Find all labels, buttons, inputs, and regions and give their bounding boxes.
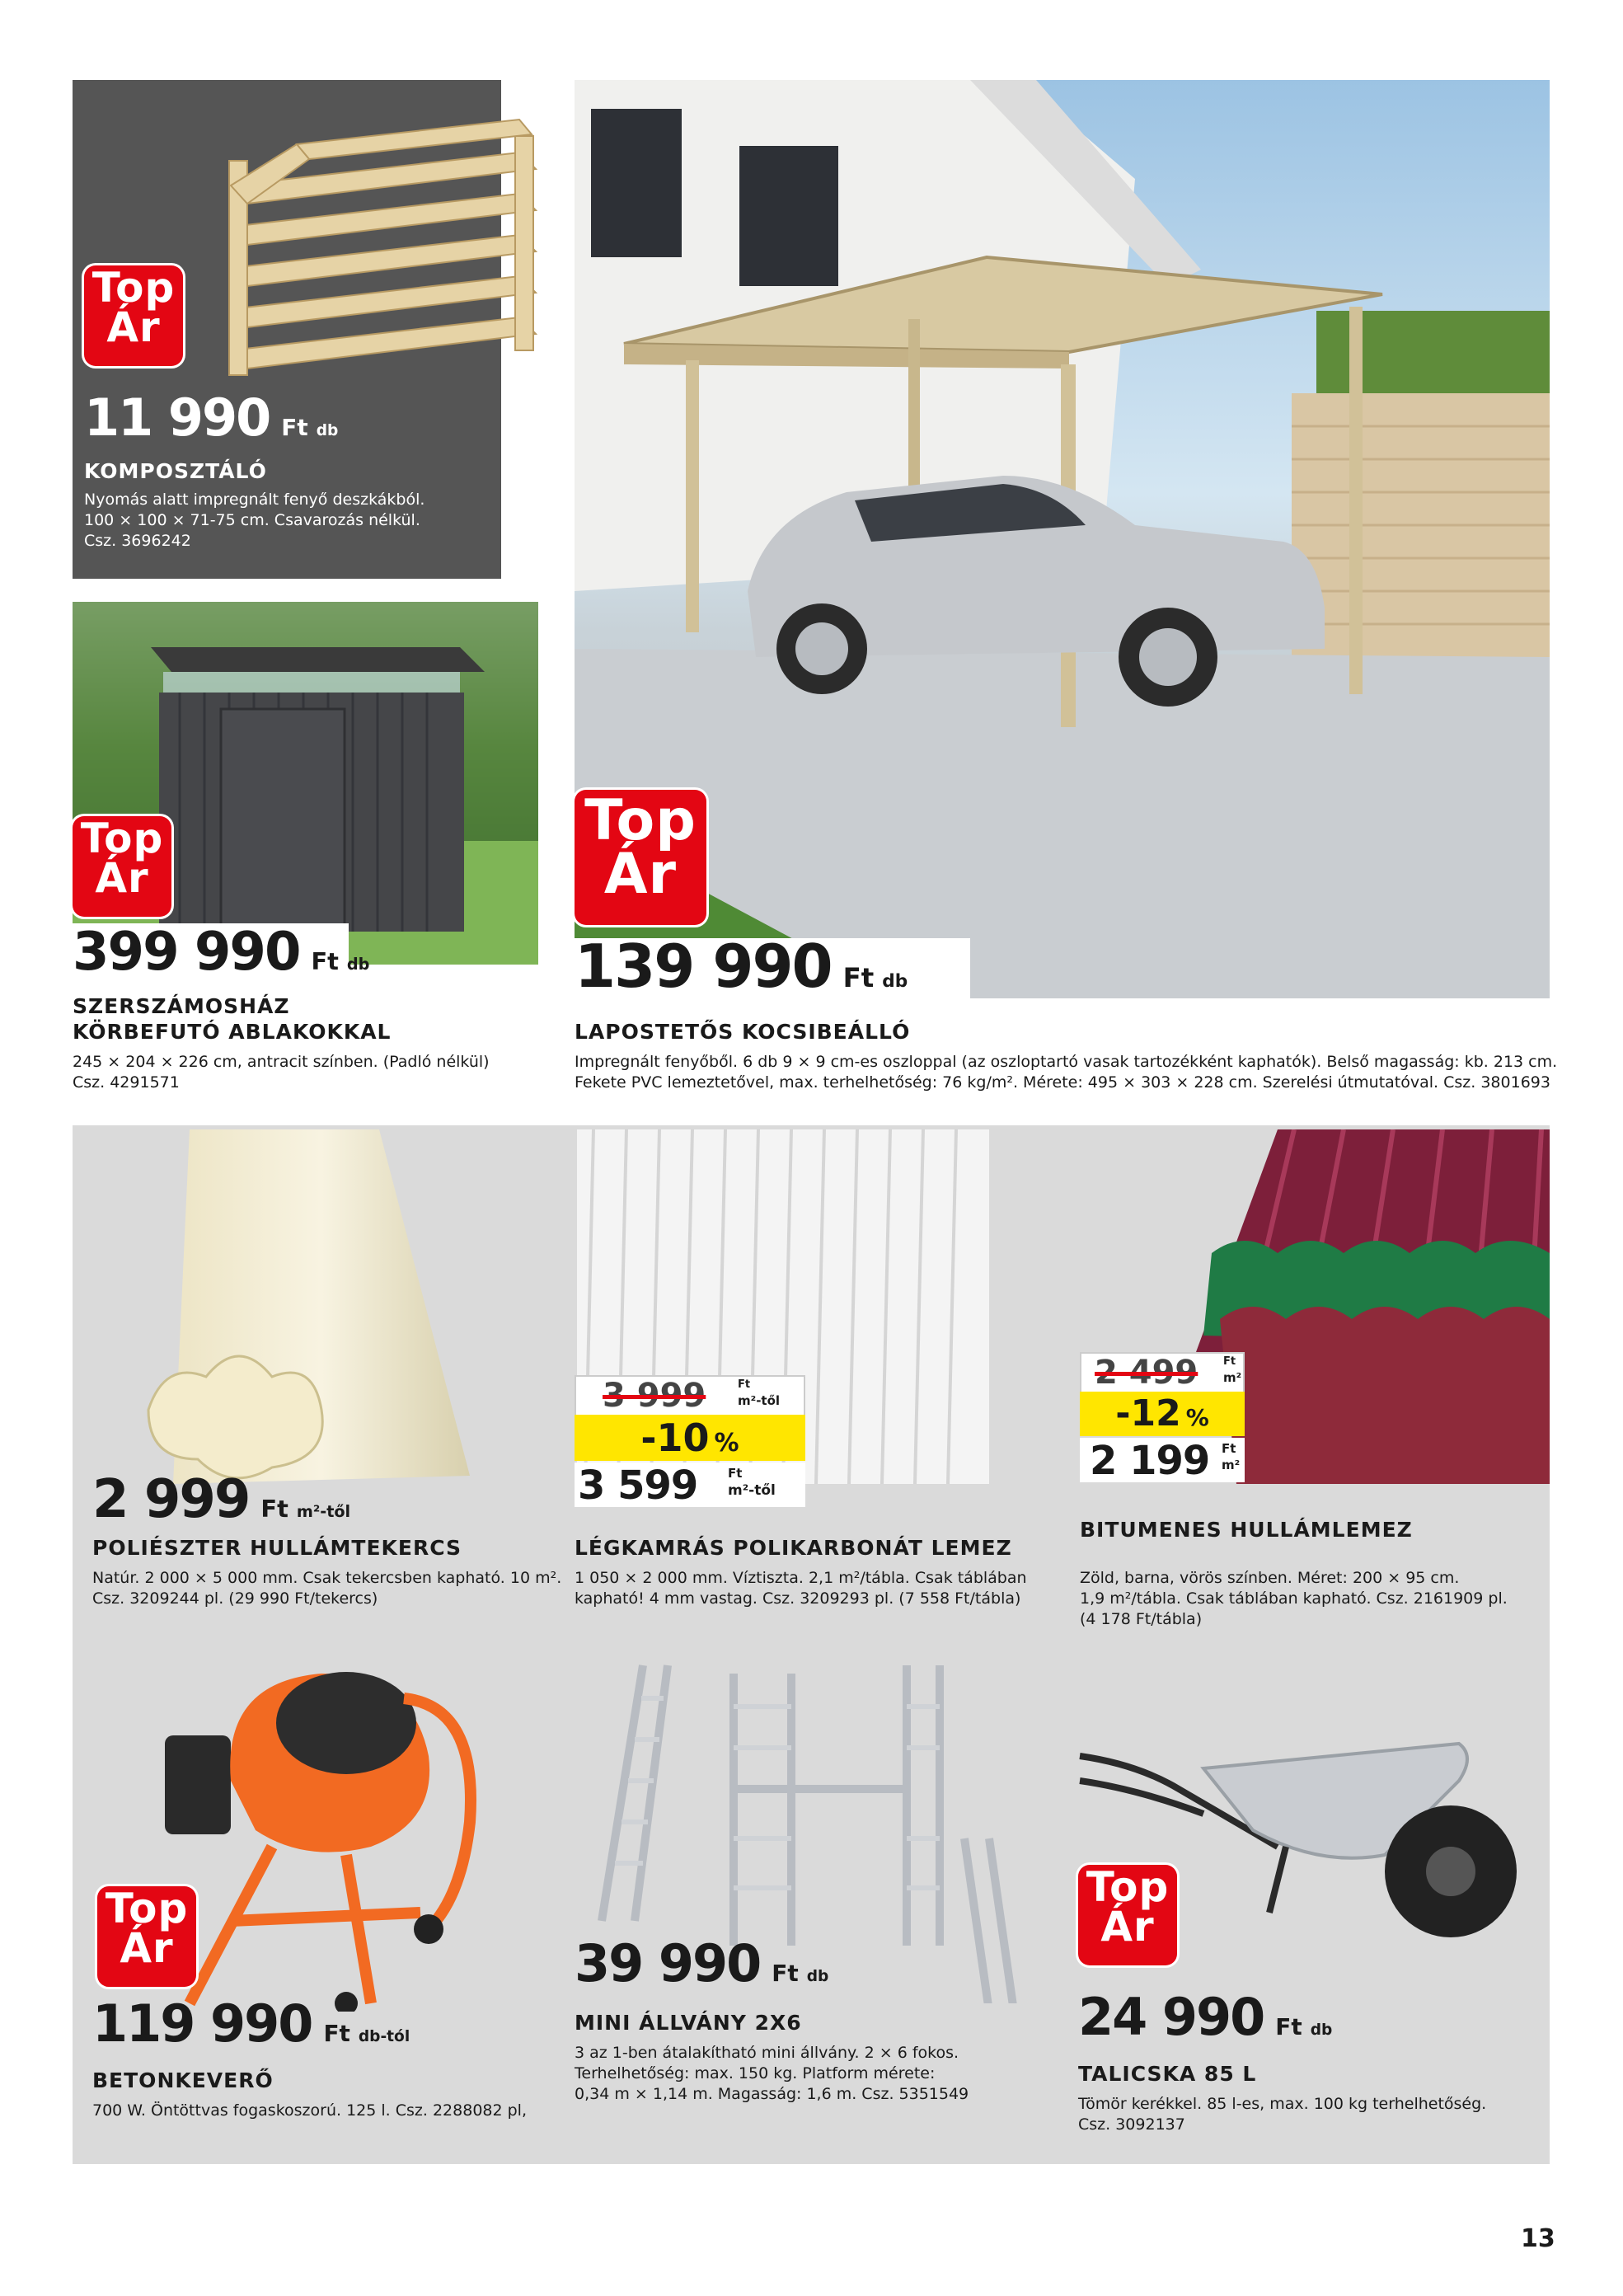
polycarbonate-new-price: 3 599 (578, 1463, 698, 1509)
composter-desc-2: 100 × 100 × 71-75 cm. Csavarozás nélkül. (84, 511, 420, 529)
composter-desc-3: Csz. 3696242 (84, 532, 191, 550)
carport-desc-1: Impregnált fenyőből. 6 db 9 × 9 cm-es oszloppal (az oszloptartó vasak tartozékként kaphatók). Belső magasság: kb. 213 cm. (575, 1053, 1558, 1071)
scaffold-desc-1: 3 az 1-ben átalakítható mini állvány. 2 × 6 fokos. (575, 2044, 959, 2062)
badge-line-top: Top (91, 264, 176, 312)
polycarbonate-discount: -10 (640, 1416, 710, 1460)
bitumen-desc-1: Zöld, barna, vörös színben. Méret: 200 × 95 cm. (1080, 1569, 1460, 1587)
bitumen-new-unit-top: Ft (1222, 1441, 1236, 1456)
mixer-desc-1: 700 W. Öntöttvas fogaskoszorú. 125 l. Csz. 2288082 pl, (92, 2101, 527, 2120)
badge-line-top: Top (105, 1885, 189, 1932)
badge-line-top: Top (584, 788, 697, 853)
polycarbonate-old-unit-top: Ft (738, 1378, 751, 1391)
bitumen-old-price: 2 499 (1095, 1354, 1198, 1392)
badge-line-ar: Ár (95, 853, 149, 902)
bitumen-old-unit-top: Ft (1223, 1355, 1236, 1368)
polycarbonate-old-price: 3 999 (603, 1377, 706, 1415)
carport-price: 139 990 Ft db (575, 932, 908, 1001)
polycarbonate-new-unit-bottom: m²-től (728, 1482, 776, 1499)
carport-name: LAPOSTETŐS KOCSIBEÁLLÓ (575, 1020, 911, 1044)
carport-photo (575, 80, 1550, 998)
bitumen-new-unit-bottom: m² (1222, 1458, 1241, 1472)
mixer-image (157, 1657, 519, 2012)
shed-name-1: SZERSZÁMOSHÁZ (73, 994, 290, 1018)
composter-name: KOMPOSZTÁLÓ (84, 459, 267, 483)
badge-line-ar: Ár (1100, 1902, 1155, 1951)
wheelbarrow-price: 24 990 Ft db (1078, 1987, 1333, 2047)
wheelbarrow-name: TALICSKA 85 L (1078, 2062, 1257, 2086)
shed-price: 399 990 Ft db (73, 922, 370, 983)
mixer-name: BETONKEVERŐ (92, 2068, 274, 2092)
shed-desc-1: 245 × 204 × 226 cm, antracit színben. (Padló nélkül) (73, 1053, 490, 1071)
polycarbonate-percent: % (714, 1429, 739, 1458)
polycarbonate-desc-1: 1 050 × 2 000 mm. Víztiszta. 2,1 m²/tábla. Csak táblában (575, 1569, 1027, 1587)
shed-desc-2: Csz. 4291571 (73, 1073, 180, 1092)
bitumen-discount: -12 (1115, 1392, 1181, 1434)
bitumen-new-price: 2 199 (1090, 1438, 1210, 1484)
polyester-image (132, 1129, 478, 1500)
bitumen-old-unit-bottom: m² (1223, 1370, 1242, 1385)
bitumen-desc-3: (4 178 Ft/tábla) (1080, 1610, 1203, 1628)
polyester-desc-2: Csz. 3209244 pl. (29 990 Ft/tekercs) (92, 1589, 378, 1608)
polycarbonate-desc-2: kapható! 4 mm vastag. Csz. 3209293 pl. (7 558 Ft/tábla) (575, 1589, 1021, 1608)
bitumen-name: BITUMENES HULLÁMLEMEZ (1080, 1518, 1413, 1542)
badge-line-ar: Ár (106, 303, 161, 351)
scaffold-price: 39 990 Ft db (575, 1933, 829, 1993)
badge-line-top: Top (1086, 1863, 1170, 1911)
bitumen-percent: % (1185, 1404, 1209, 1431)
shed-name-2: KÖRBEFUTÓ ABLAKOKKAL (73, 1020, 392, 1044)
scaffold-desc-2: Terhelhetőség: max. 150 kg. Platform mérete: (575, 2064, 936, 2082)
wheelbarrow-desc-2: Csz. 3092137 (1078, 2115, 1185, 2134)
polycarbonate-old-unit-bottom: m²-től (738, 1393, 781, 1408)
shed-top-ar-badge (73, 816, 171, 917)
composter-desc-1: Nyomás alatt impregnált fenyő deszkákból. (84, 491, 425, 509)
page-number: 13 (1521, 2224, 1555, 2253)
polyester-price: 2 999 Ft m²-től (92, 1469, 351, 1530)
badge-line-ar: Ár (120, 1923, 174, 1972)
polyester-desc-1: Natúr. 2 000 × 5 000 mm. Csak tekercsben kapható. 10 m². (92, 1569, 562, 1587)
scaffold-desc-3: 0,34 m × 1,14 m. Magasság: 1,6 m. Csz. 5351549 (575, 2085, 969, 2103)
bitumen-desc-2: 1,9 m²/tábla. Csak táblában kapható. Csz. 2161909 pl. (1080, 1589, 1508, 1608)
scaffold-name: MINI ÁLLVÁNY 2X6 (575, 2011, 802, 2035)
badge-line-ar: Ár (603, 841, 678, 907)
bitumen-discount-box (1080, 1352, 1245, 1482)
badge-line-top: Top (80, 815, 164, 862)
mixer-price: 119 990 Ft db-tól (92, 1993, 410, 2054)
composter-price: 11 990 Ft db (84, 387, 339, 448)
wheelbarrow-top-ar-badge (1078, 1865, 1177, 1965)
wheelbarrow-desc-1: Tömör kerékkel. 85 l-es, max. 100 kg terhelhetőség. (1078, 2095, 1487, 2113)
polyester-name: POLIÉSZTER HULLÁMTEKERCS (92, 1536, 462, 1560)
polycarbonate-name: LÉGKAMRÁS POLIKARBONÁT LEMEZ (575, 1536, 1012, 1560)
mixer-top-ar-badge (97, 1886, 196, 1987)
composter-image (206, 111, 552, 383)
composter-top-ar-badge (84, 265, 183, 366)
polycarbonate-discount-box (575, 1375, 805, 1507)
carport-desc-2: Fekete PVC lemeztetővel, max. terhelhetőség: 76 kg/m². Mérete: 495 × 303 × 228 cm. Szerelési útmutatóval. Csz. 3801693 (575, 1073, 1550, 1092)
polycarbonate-new-unit-top: Ft (728, 1466, 743, 1481)
carport-top-ar-badge (575, 790, 706, 925)
